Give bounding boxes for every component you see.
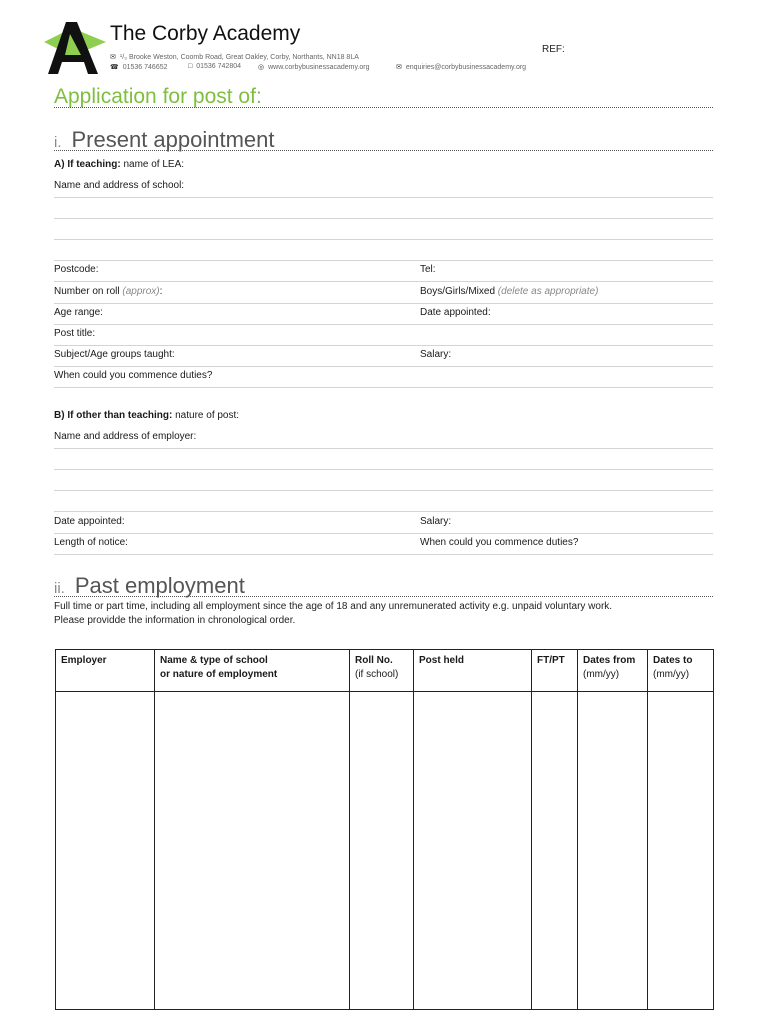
employer-address-line-3[interactable]: [54, 469, 713, 491]
fax-contact: [188, 63, 241, 70]
col-ft-pt: FT/PT: [532, 650, 578, 692]
cell-ft-pt[interactable]: [532, 692, 578, 1010]
b-salary-label: Salary:: [420, 516, 452, 527]
phone-icon: ☎: [110, 64, 119, 71]
gender-note: (delete as appropriate): [497, 286, 599, 297]
postcode-label: Postcode:: [54, 264, 99, 275]
cell-school-type[interactable]: [155, 692, 350, 1010]
school-address-line-4[interactable]: [54, 239, 713, 261]
fax-icon: □: [188, 63, 193, 70]
col-dates-to: Dates to (mm/yy): [648, 650, 714, 692]
col-school-type: Name & type of school or nature of employment: [155, 650, 350, 692]
lea-label: name of LEA:: [120, 159, 185, 170]
address-icon: ✉: [110, 54, 116, 61]
notice-commence-row[interactable]: [54, 533, 713, 555]
gender-label: Boys/Girls/Mixed: [420, 286, 498, 297]
school-address-line-2[interactable]: [54, 197, 713, 219]
employer-address-label: Name and address of employer:: [54, 431, 197, 442]
email-text[interactable]: enquiries@corbybusinessacademy.org: [405, 64, 527, 71]
roll-label: Number on roll: [54, 286, 123, 297]
instruction-line-1: Full time or part time, including all employment since the age of 18 and any unremunerated activity e.g. unpaid voluntary work.: [54, 601, 613, 612]
ref-label[interactable]: REF:: [542, 44, 565, 55]
fax-text: 01536 742804: [196, 63, 242, 70]
date-appointed-label: Date appointed:: [420, 307, 491, 318]
other-heading: B) If other than teaching:: [54, 410, 173, 421]
section-dotted-rule: [54, 150, 713, 151]
cell-employer[interactable]: [56, 692, 155, 1010]
phone-contact: [110, 63, 168, 71]
org-name: The Corby Academy: [110, 22, 301, 45]
address-line: [110, 53, 359, 61]
age-range-label: Age range:: [54, 307, 103, 318]
globe-icon: ◎: [258, 64, 265, 71]
table-row: [56, 692, 714, 1010]
employer-address-line-4[interactable]: [54, 490, 713, 512]
notice-label: Length of notice:: [54, 537, 128, 548]
email-icon: ✉: [396, 64, 402, 71]
nature-label: nature of post:: [172, 410, 240, 421]
school-address-field[interactable]: [54, 176, 713, 198]
col-employer: Employer: [56, 650, 155, 692]
cell-post-held[interactable]: [414, 692, 532, 1010]
section-number: i.: [54, 134, 62, 151]
teaching-heading: A) If teaching:: [54, 159, 121, 170]
employer-address-field[interactable]: [54, 427, 713, 449]
school-address-label: Name and address of school:: [54, 180, 185, 191]
postcode-tel-row[interactable]: [54, 260, 713, 282]
section-title: Past employment: [74, 573, 245, 598]
b-date-salary-row[interactable]: [54, 512, 713, 534]
commence-label: When could you commence duties?: [54, 370, 213, 381]
col-post-held: Post held: [414, 650, 532, 692]
academy-logo: [44, 22, 106, 74]
phone-text: 01536 746652: [122, 64, 168, 71]
roll-note: (approx): [122, 286, 160, 297]
b-commence-label: When could you commence duties?: [420, 537, 579, 548]
col-dates-from: Dates from (mm/yy): [578, 650, 648, 692]
table-header-row: [56, 650, 714, 692]
web-text[interactable]: www.corbybusinessacademy.org: [268, 64, 370, 71]
age-date-row[interactable]: [54, 303, 713, 325]
cell-dates-to[interactable]: [648, 692, 714, 1010]
subject-salary-row[interactable]: [54, 345, 713, 367]
section-dotted-rule: [54, 596, 713, 597]
cell-roll-no[interactable]: [350, 692, 414, 1010]
address-text: ¹/₃ Brooke Weston, Coomb Road, Great Oakley, Corby, Northants, NN18 8LA: [119, 54, 359, 61]
roll-colon: :: [159, 286, 163, 297]
salary-label: Salary:: [420, 349, 452, 360]
section-title: Present appointment: [71, 127, 275, 152]
employment-history-table: [55, 649, 714, 1010]
col-roll-no: Roll No. (if school): [350, 650, 414, 692]
nature-of-post-field[interactable]: [54, 406, 713, 427]
past-employment-instructions: [54, 600, 714, 628]
b-date-appointed-label: Date appointed:: [54, 516, 125, 527]
post-title-label: Post title:: [54, 328, 96, 339]
form-title: Application for post of:: [54, 85, 262, 108]
email-contact: [396, 63, 526, 71]
post-title-field[interactable]: [54, 324, 713, 346]
title-dotted-rule[interactable]: [54, 107, 713, 108]
subject-label: Subject/Age groups taught:: [54, 349, 175, 360]
cell-dates-from[interactable]: [578, 692, 648, 1010]
section-number: ii.: [54, 580, 65, 597]
web-contact: [258, 63, 370, 71]
employer-address-line-2[interactable]: [54, 448, 713, 470]
instruction-line-2: Please providde the information in chronological order.: [54, 615, 296, 626]
lea-field[interactable]: [54, 155, 713, 176]
commence-field[interactable]: [54, 366, 713, 388]
school-address-line-3[interactable]: [54, 218, 713, 240]
tel-label: Tel:: [420, 264, 436, 275]
roll-gender-row[interactable]: [54, 282, 713, 304]
